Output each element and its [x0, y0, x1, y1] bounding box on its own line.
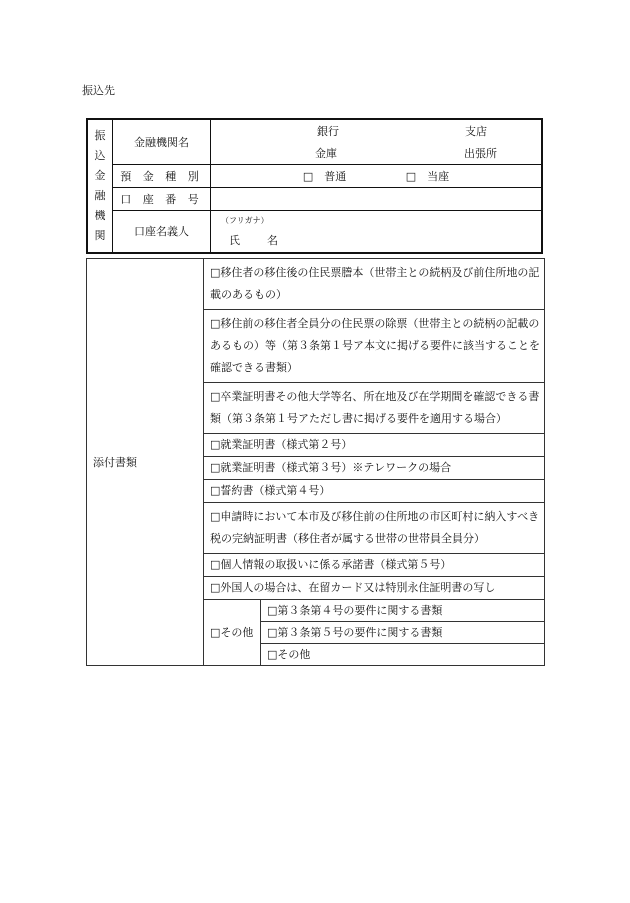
- attachment-item[interactable]: □申請時において本市及び移住前の住所地の市区町村に納入すべき税の完納証明書（移住者が属する世帯の世帯員全員分）: [204, 503, 545, 554]
- attachment-item[interactable]: □個人情報の取扱いに係る承諾書（様式第５号）: [204, 554, 545, 577]
- other-documents-label[interactable]: □その他: [204, 600, 261, 666]
- office-word: 出張所: [464, 147, 497, 160]
- payee-heading: 振込先: [82, 84, 115, 97]
- attachment-item[interactable]: □移住前の移住者全員分の住民票の除票（世帯主との続柄の記載のあるもの）等（第３条第１号ア本文に掲げる要件に該当することを確認できる書類）: [204, 310, 545, 383]
- branch-word: 支店: [465, 125, 487, 138]
- attachments-label: 添付書類: [87, 259, 204, 666]
- attachment-item[interactable]: □外国人の場合は、在留カード又は特別永住証明書の写し: [204, 577, 545, 600]
- other-item[interactable]: □第３条第４号の要件に関する書類: [261, 600, 545, 622]
- institution-name-field[interactable]: [211, 119, 543, 165]
- vertical-char: 融: [94, 189, 106, 202]
- institution-name-label: 金融機関名: [113, 119, 211, 165]
- account-holder-field[interactable]: [211, 211, 543, 254]
- bank-vertical-label: [87, 119, 113, 253]
- bank-word: 銀行: [317, 125, 339, 138]
- furigana-label: （フリガナ）: [221, 216, 269, 225]
- current-checkbox[interactable]: □ 当座: [405, 169, 450, 183]
- account-number-field[interactable]: [211, 188, 543, 211]
- vertical-char: 金: [94, 169, 106, 182]
- vertical-char: 関: [94, 229, 106, 242]
- account-number-label: 口 座 番 号: [113, 188, 211, 211]
- vertical-char: 込: [94, 149, 106, 162]
- vertical-char: 振: [94, 129, 106, 142]
- other-item[interactable]: □その他: [261, 644, 545, 666]
- shinkin-word: 金庫: [315, 147, 337, 160]
- name-label: 氏 名: [229, 234, 286, 247]
- attachments-table: [86, 258, 545, 666]
- other-item[interactable]: □第３条第５号の要件に関する書類: [261, 622, 545, 644]
- attachment-item[interactable]: □就業証明書（様式第３号）※テレワークの場合: [204, 457, 545, 480]
- ordinary-checkbox[interactable]: □ 普通: [302, 169, 347, 183]
- vertical-char: 機: [94, 209, 106, 222]
- bank-info-table: [86, 118, 543, 254]
- attachment-item[interactable]: □就業証明書（様式第２号）: [204, 434, 545, 457]
- attachment-item[interactable]: □移住者の移住後の住民票謄本（世帯主との続柄及び前住所地の記載のあるもの）: [204, 259, 545, 310]
- attachment-item[interactable]: □卒業証明書その他大学等名、所在地及び在学期間を確認できる書類（第３条第１号アただし書に掲げる要件を適用する場合）: [204, 383, 545, 434]
- attachment-item[interactable]: □誓約書（様式第４号）: [204, 480, 545, 503]
- account-holder-label: 口座名義人: [113, 211, 211, 254]
- deposit-type-field: [211, 165, 543, 188]
- deposit-type-label: 預 金 種 別: [113, 165, 211, 188]
